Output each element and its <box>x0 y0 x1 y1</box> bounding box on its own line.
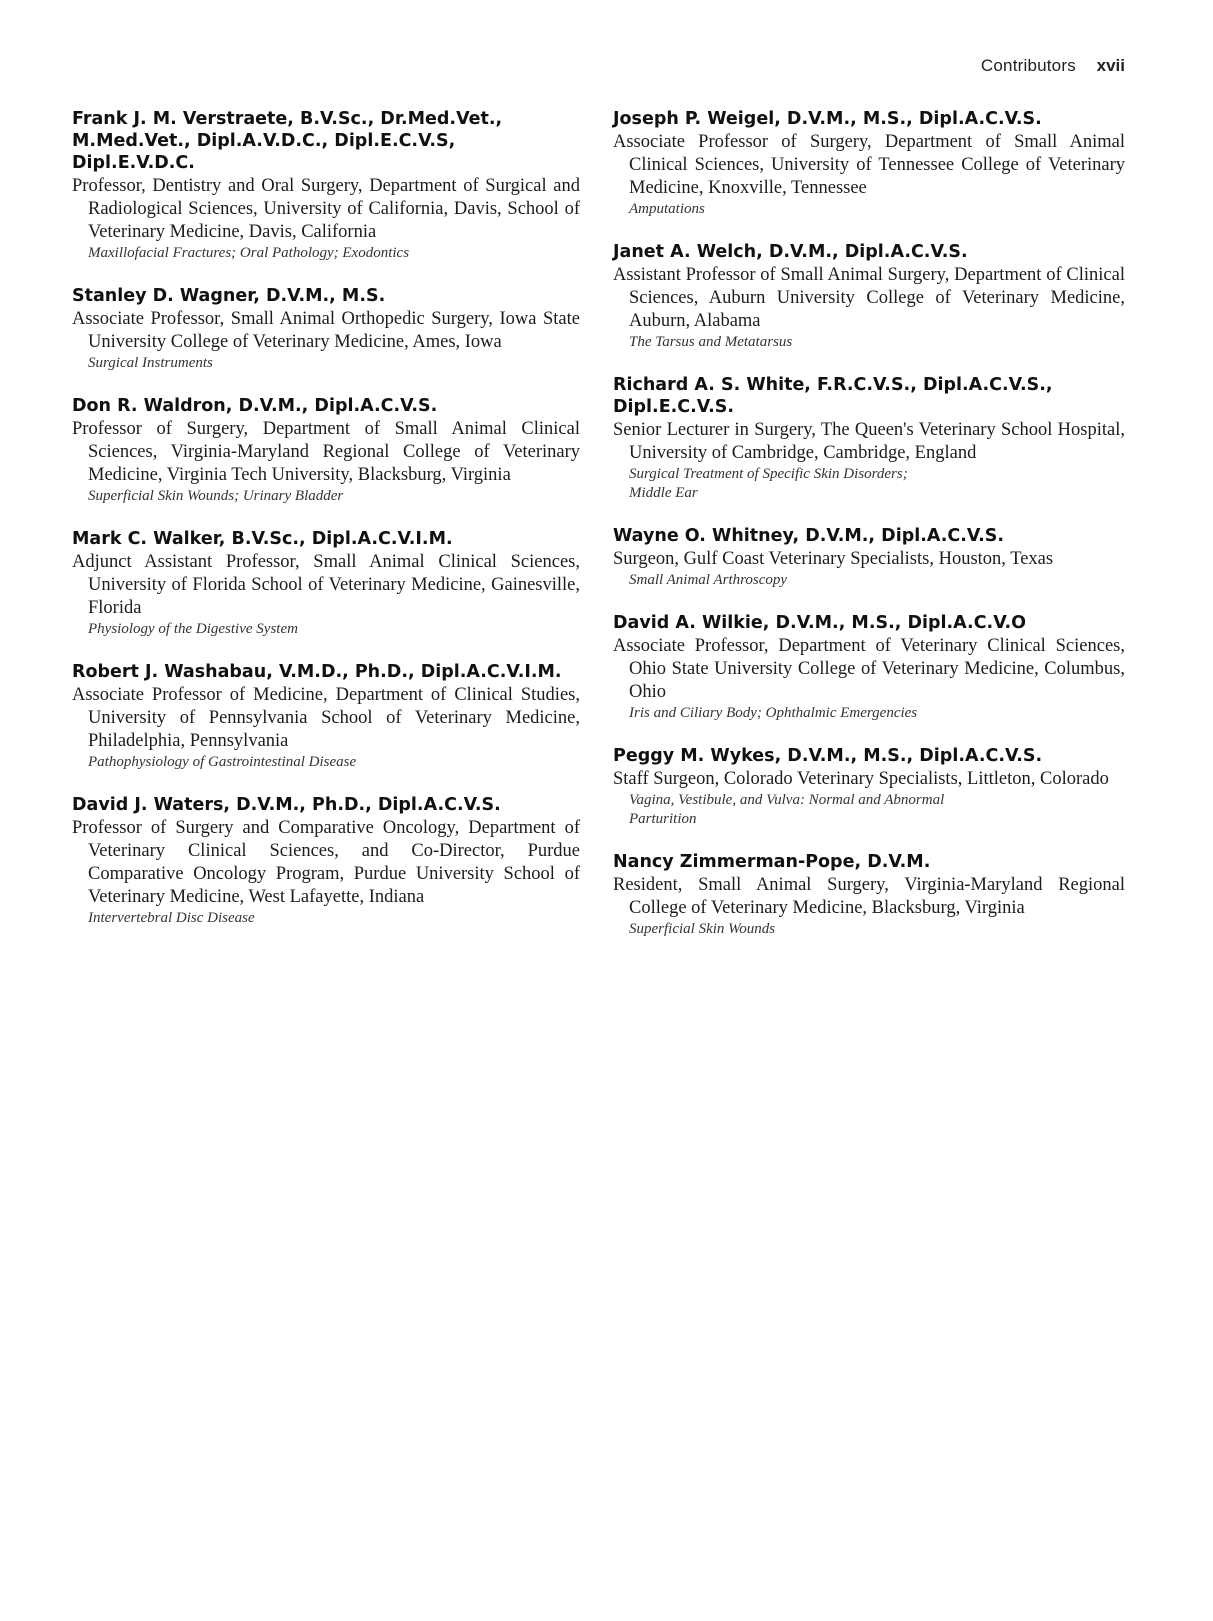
contributor-chapters <box>72 909 580 928</box>
contributor-entry <box>72 794 580 928</box>
running-head <box>981 56 1125 76</box>
contributor-chapters <box>613 200 1125 219</box>
chapter-title: Vagina, Vestibule, and Vulva: Normal and Abnormal <box>629 792 945 808</box>
contributor-affiliation: Associate Professor of Medicine, Department of Clinical Studies, University of Pennsylvania School of Veterinary Medicine, Philadelphia, Pennsylvania <box>72 685 580 751</box>
contributor-name: Janet A. Welch, D.V.M., Dipl.A.C.V.S. <box>613 242 968 262</box>
contributor-entry <box>613 108 1125 219</box>
contributor-name: David J. Waters, D.V.M., Ph.D., Dipl.A.C.V.S. <box>72 795 501 815</box>
contributor-chapters <box>72 354 580 373</box>
contributor-chapters <box>613 465 1125 503</box>
contributor-affiliation: Staff Surgeon, Colorado Veterinary Specialists, Littleton, Colorado <box>613 769 1109 789</box>
chapter-title: Middle Ear <box>629 485 698 501</box>
contributor-affiliation: Assistant Professor of Small Animal Surgery, Department of Clinical Sciences, Auburn University College of Veterinary Medicine, Auburn, Alabama <box>613 265 1125 331</box>
contributor-chapters <box>613 704 1125 723</box>
chapter-title: Surgical Instruments <box>88 355 213 371</box>
contributor-entry <box>613 745 1125 829</box>
chapter-title: Pathophysiology of Gastrointestinal Disease <box>88 754 357 770</box>
contributor-chapters <box>613 333 1125 352</box>
contributor-chapters <box>72 244 580 263</box>
contributor-entry <box>72 661 580 772</box>
contributor-entry <box>72 285 580 373</box>
contributor-entry <box>72 395 580 506</box>
contributor-chapters <box>72 753 580 772</box>
contributor-entry <box>72 108 580 263</box>
contributor-name: Joseph P. Weigel, D.V.M., M.S., Dipl.A.C.V.S. <box>613 109 1042 129</box>
chapter-title: Parturition <box>629 811 697 827</box>
chapter-title: Physiology of the Digestive System <box>88 621 298 637</box>
contributor-name: Stanley D. Wagner, D.V.M., M.S. <box>72 286 386 306</box>
contributor-affiliation: Senior Lecturer in Surgery, The Queen's Veterinary School Hospital, University of Cambridge, Cambridge, England <box>613 420 1125 463</box>
contributor-affiliation: Associate Professor, Small Animal Orthopedic Surgery, Iowa State University College of Veterinary Medicine, Ames, Iowa <box>72 309 580 352</box>
chapter-title: Maxillofacial Fractures; Oral Pathology; Exodontics <box>88 245 410 261</box>
contributor-entry <box>613 241 1125 352</box>
contributor-affiliation: Resident, Small Animal Surgery, Virginia-Maryland Regional College of Veterinary Medicine, Blacksburg, Virginia <box>613 875 1125 918</box>
left-column <box>72 108 580 950</box>
chapter-title: Surgical Treatment of Specific Skin Disorders; <box>629 466 908 482</box>
chapter-title: Small Animal Arthroscopy <box>629 572 788 588</box>
contributor-name: Richard A. S. White, F.R.C.V.S., Dipl.A.C.V.S., Dipl.E.C.V.S. <box>613 375 1053 417</box>
contributor-affiliation: Adjunct Assistant Professor, Small Animal Clinical Sciences, University of Florida School of Veterinary Medicine, Gainesville, Florida <box>72 552 580 618</box>
contributor-entry <box>613 525 1125 590</box>
right-column <box>613 108 1125 961</box>
section-title: Contributors <box>980 56 1076 75</box>
contributor-name: Wayne O. Whitney, D.V.M., Dipl.A.C.V.S. <box>613 526 1005 546</box>
contributor-affiliation: Associate Professor of Surgery, Department of Small Animal Clinical Sciences, University of Tennessee College of Veterinary Medicine, Knoxville, Tennessee <box>613 132 1125 198</box>
chapter-title: Superficial Skin Wounds; Urinary Bladder <box>88 488 344 504</box>
contributor-chapters <box>72 487 580 506</box>
contributor-chapters <box>72 620 580 639</box>
chapter-title: The Tarsus and Metatarsus <box>629 334 793 350</box>
contributor-entry <box>613 612 1125 723</box>
contributor-name: Frank J. M. Verstraete, B.V.Sc., Dr.Med.Vet., M.Med.Vet., Dipl.A.V.D.C., Dipl.E.C.V.S, Dipl.E.V.D.C. <box>72 109 503 173</box>
chapter-title: Iris and Ciliary Body; Ophthalmic Emergencies <box>629 705 918 721</box>
contributor-affiliation: Professor of Surgery, Department of Small Animal Clinical Sciences, Virginia-Maryland Regional College of Veterinary Medicine, Virginia Tech University, Blacksburg, Virginia <box>72 419 580 485</box>
page-number: xvii <box>1096 56 1125 75</box>
contributor-name: Robert J. Washabau, V.M.D., Ph.D., Dipl.A.C.V.I.M. <box>72 662 562 682</box>
contributor-affiliation: Surgeon, Gulf Coast Veterinary Specialists, Houston, Texas <box>613 549 1054 569</box>
contributor-name: Peggy M. Wykes, D.V.M., M.S., Dipl.A.C.V.S. <box>613 746 1043 766</box>
contributor-entry <box>72 528 580 639</box>
contributor-chapters <box>613 571 1125 590</box>
contributor-name: Don R. Waldron, D.V.M., Dipl.A.C.V.S. <box>72 396 438 416</box>
contributor-name: David A. Wilkie, D.V.M., M.S., Dipl.A.C.V.O <box>613 613 1027 633</box>
contributor-affiliation: Professor of Surgery and Comparative Oncology, Department of Veterinary Clinical Sciences, and Co-Director, Purdue Comparative Oncology Program, Purdue University School of Veterinary Medicine, West Lafayette, Indiana <box>72 818 580 907</box>
contributor-entry <box>613 374 1125 503</box>
contributor-affiliation: Professor, Dentistry and Oral Surgery, Department of Surgical and Radiological Sciences, University of California, Davis, School of Veterinary Medicine, Davis, California <box>72 176 580 242</box>
contributor-chapters <box>613 920 1125 939</box>
contributor-chapters <box>613 791 1125 829</box>
contributor-entry <box>613 851 1125 939</box>
contributor-name: Nancy Zimmerman-Pope, D.V.M. <box>613 852 931 872</box>
chapter-title: Intervertebral Disc Disease <box>88 910 255 926</box>
contributor-affiliation: Associate Professor, Department of Veterinary Clinical Sciences, Ohio State University College of Veterinary Medicine, Columbus, Ohio <box>613 636 1125 702</box>
chapter-title: Superficial Skin Wounds <box>629 921 776 937</box>
contributor-name: Mark C. Walker, B.V.Sc., Dipl.A.C.V.I.M. <box>72 529 453 549</box>
chapter-title: Amputations <box>629 201 705 217</box>
